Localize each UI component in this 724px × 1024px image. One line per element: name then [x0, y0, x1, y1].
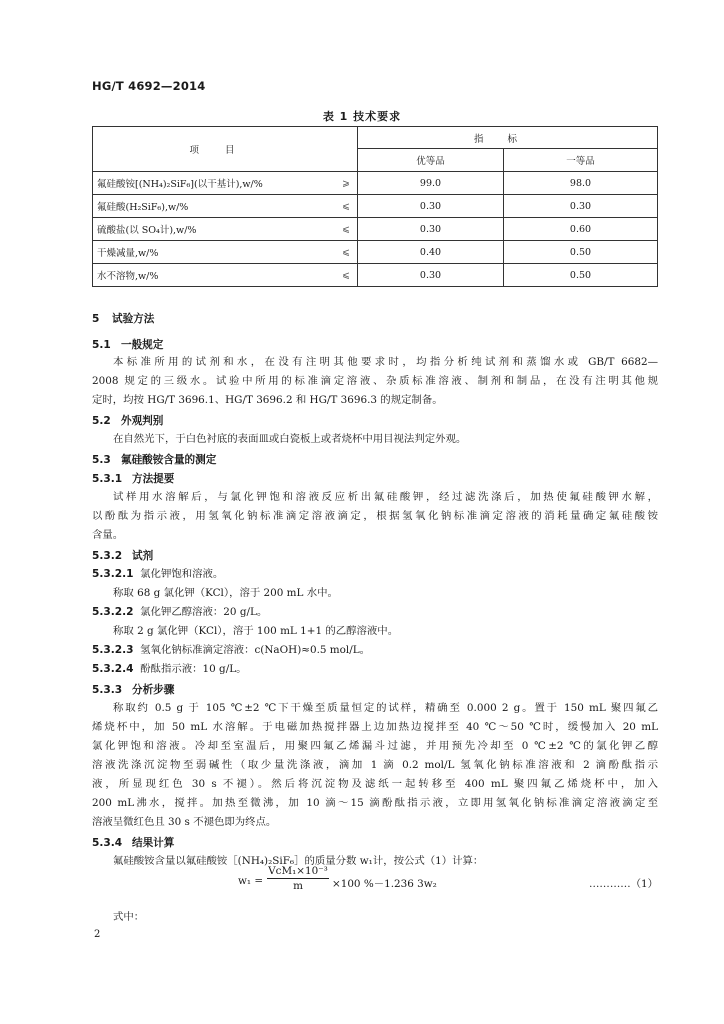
- row-operator: ⩽: [335, 195, 358, 218]
- paragraph-line: 称取 2 g 氯化钾（KCl），溶于 100 mL 1+1 的乙醇溶液中。: [113, 625, 399, 637]
- section-5-3-4-heading: [92, 835, 174, 850]
- paragraph-line: 200 mL沸水，搅拌。加热至微沸，加 10 滴～15 滴酚酞指示液，立即用氢氧化钠标准滴定溶液滴定至: [92, 797, 658, 809]
- section-title: 氟硅酸铵含量的测定: [121, 454, 217, 466]
- reagent-text: 氢氧化钠标准滴定溶液：c(NaOH)≈0.5 mol/L。: [140, 644, 371, 656]
- row-item: 硫酸盐(以 SO₄计),w/%: [93, 218, 336, 241]
- row-operator: ⩽: [335, 241, 358, 264]
- paragraph-line: 溶液呈微红色且 30 s 不褪色即为终点。: [92, 816, 277, 828]
- spec-table: [92, 126, 658, 287]
- section-title: 试验方法: [112, 313, 155, 325]
- section-5-3-heading: [92, 452, 216, 467]
- table-title: 表 1 技术要求: [322, 110, 402, 123]
- table-row: [93, 195, 658, 218]
- paragraph-line: 氟硅酸铵含量以氟硅酸铵［(NH₄)₂SiF₆］的质量分数 w₁计，按公式（1）计算：: [113, 855, 484, 867]
- section-number: 5.1: [92, 339, 111, 351]
- row-value-grade1: 0.40: [358, 241, 504, 264]
- section-title: 结果计算: [132, 837, 175, 849]
- row-item: 氟硅酸铵[(NH₄)₂SiF₆](以干基计),w/%: [93, 172, 336, 195]
- formula-denominator: m: [293, 880, 303, 892]
- formula-1: [238, 865, 658, 901]
- row-value-grade1: 0.30: [358, 218, 504, 241]
- row-operator: ⩾: [335, 172, 358, 195]
- section-number: 5: [92, 313, 100, 325]
- where-label: 式中：: [113, 911, 145, 923]
- reagent-number: 5.3.2.1: [92, 568, 134, 580]
- section-5-3-2-heading: [92, 548, 153, 563]
- reagent-number: 5.3.2.2: [92, 606, 134, 618]
- table-header-grade1: 优等品: [358, 149, 504, 172]
- row-item: 干燥减量,w/%: [93, 241, 336, 264]
- paragraph-line: 在自然光下，于白色衬底的表面皿或白瓷板上或者烧杯中用目视法判定外观。: [113, 433, 467, 445]
- reagent-item: [92, 643, 658, 657]
- paragraph-line: 以酚酞为指示液，用氢氧化钠标准滴定溶液滴定，根据氢氧化钠标准滴定溶液的消耗量确定氟硅酸铵: [92, 510, 658, 522]
- section-title: 分析步骤: [132, 684, 175, 696]
- formula-numerator: VcM₁×10⁻³: [268, 865, 328, 877]
- formula-lhs: w₁ =: [238, 875, 264, 887]
- table-header-item: 项目: [93, 127, 358, 172]
- section-number: 5.3.2: [92, 550, 123, 562]
- paragraph-line: 烯烧杯中，加 50 mL 水溶解。于电磁加热搅拌器上边加热边搅拌至 40 ℃～50 ℃时，缓慢加入 20 mL: [92, 721, 658, 733]
- table-row: [93, 172, 658, 195]
- paragraph-line: 试样用水溶解后，与氯化钾饱和溶液反应析出氟硅酸钾，经过滤洗涤后，加热使氟硅酸钾水解，: [113, 491, 658, 503]
- reagent-text: 氯化钾乙醇溶液：20 g/L。: [140, 606, 268, 618]
- paragraph-line: 液，所显现红色 30 s 不褪）。然后将沉淀物及滤纸一起转移至 400 mL 聚四氟乙烯烧杯中，加入: [92, 778, 658, 790]
- document-header: HG/T 4692—2014: [92, 79, 206, 93]
- section-5-3-1-heading: [92, 471, 174, 486]
- section-5-heading: [92, 311, 154, 326]
- row-value-grade2: 98.0: [504, 172, 658, 195]
- paragraph-line: 本标准所用的试剂和水，在没有注明其他要求时，均指分析纯试剂和蒸馏水或 GB/T 6682—: [113, 356, 658, 368]
- paragraph-line: 2008 规定的三级水。试验中所用的标准滴定溶液、杂质标准溶液、制剂和制品，在没有注明其他规: [92, 375, 658, 387]
- section-number: 5.3.4: [92, 837, 123, 849]
- row-operator: ⩽: [335, 218, 358, 241]
- row-item: 氟硅酸(H₂SiF₆),w/%: [93, 195, 336, 218]
- paragraph-line: 称取 68 g 氯化钾（KCl），溶于 200 mL 水中。: [113, 587, 338, 599]
- paragraph-line: 定时，均按 HG/T 3696.1、HG/T 3696.2 和 HG/T 3696.3 的规定制备。: [92, 394, 443, 406]
- table-row: [93, 241, 658, 264]
- reagent-number: 5.3.2.3: [92, 644, 134, 656]
- section-number: 5.3.1: [92, 473, 123, 485]
- page-number: 2: [94, 929, 101, 940]
- section-5-1-heading: [92, 337, 163, 352]
- paragraph-line: 氯化钾饱和溶液。冷却至室温后，用聚四氟乙烯漏斗过滤，并用预先冷却至 0 ℃±2 ℃的氯化钾乙醇: [92, 740, 658, 752]
- row-value-grade2: 0.30: [504, 195, 658, 218]
- formula-equation-number: …………（1）: [589, 878, 658, 890]
- row-value-grade2: 0.50: [504, 241, 658, 264]
- paragraph-line: 溶液洗涤沉淀物至弱碱性（取少量洗涤液，滴加 1 滴 0.2 mol/L 氢氧化钠标准溶液和 2 滴酚酞指示: [92, 759, 658, 771]
- table-row: [93, 218, 658, 241]
- section-number: 5.3.3: [92, 684, 123, 696]
- formula-rest: ×100 %－1.236 3w₂: [332, 878, 437, 890]
- table-row: [93, 264, 658, 287]
- reagent-text: 酚酞指示液：10 g/L。: [140, 663, 247, 675]
- paragraph-line: 称取约 0.5 g 于 105 ℃±2 ℃下干燥至质量恒定的试样，精确至 0.000 2 g。置于 150 mL 聚四氟乙: [113, 702, 658, 714]
- section-number: 5.3: [92, 454, 111, 466]
- section-title: 试剂: [132, 550, 154, 562]
- table-header-grade2: 一等品: [504, 149, 658, 172]
- reagent-item: [92, 662, 658, 676]
- reagent-text: 氯化钾饱和溶液。: [140, 568, 224, 580]
- row-value-grade1: 0.30: [358, 195, 504, 218]
- section-5-2-heading: [92, 413, 163, 428]
- section-number: 5.2: [92, 415, 111, 427]
- reagent-item: [92, 567, 658, 581]
- paragraph-line: 含量。: [92, 529, 124, 541]
- reagent-number: 5.3.2.4: [92, 663, 134, 675]
- section-title: 外观判别: [121, 415, 164, 427]
- row-operator: ⩽: [335, 264, 358, 287]
- row-item: 水不溶物,w/%: [93, 264, 336, 287]
- row-value-grade2: 0.60: [504, 218, 658, 241]
- section-5-3-3-heading: [92, 682, 174, 697]
- row-value-grade1: 0.30: [358, 264, 504, 287]
- section-title: 一般规定: [121, 339, 164, 351]
- row-value-grade2: 0.50: [504, 264, 658, 287]
- table-header-grade: 指标: [358, 127, 658, 149]
- formula-fraction: [267, 865, 329, 892]
- row-value-grade1: 99.0: [358, 172, 504, 195]
- reagent-item: [92, 605, 658, 619]
- section-title: 方法提要: [132, 473, 175, 485]
